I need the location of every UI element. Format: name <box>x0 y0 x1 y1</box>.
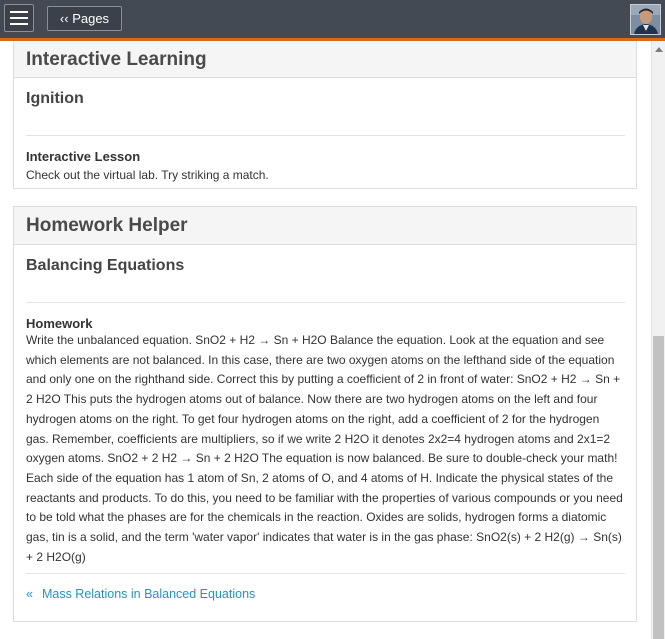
divider <box>26 302 625 303</box>
double-chevron-left-icon: « <box>26 587 33 602</box>
panel-heading: Interactive Learning <box>14 41 636 78</box>
menu-bar-line <box>10 23 28 25</box>
avatar-photo-icon <box>631 5 660 34</box>
panel-heading: Homework Helper <box>14 207 636 245</box>
item-title: Interactive Lesson <box>26 149 141 164</box>
menu-bar-line <box>10 17 28 19</box>
user-avatar[interactable] <box>630 4 661 35</box>
item-title: Homework <box>26 316 93 331</box>
previous-page-link[interactable] <box>26 587 625 601</box>
interactive-learning-panel <box>13 41 637 189</box>
panel-subtitle: Balancing Equations <box>26 257 185 274</box>
item-text: Write the unbalanced equation. SnO2 + H2 → Sn + H2O Balance the equation. Look at the equation and see which elements are not balanced. In this case, there are two oxygen atoms on the lefthand side of the equation and only one on the righthand side. Correct this by putting a coefficient of 2 in front of water: SnO2 + H2 → Sn + 2 H2O This puts the hydrogen atoms out of balance. Now there are two hydrogen atoms on the left and four hydrogen atoms on the right. To get four hydrogen atoms on the right, add a coefficient of 2 for the hydrogen gas. Remember, coefficients are multipliers, so if we write 2 H2O it denotes 2x2=4 hydrogen atoms and 2x1=2 oxygen atoms. SnO2 + 2 H2 → Sn + 2 H2O The equation is now balanced. Be sure to double-check your math! Each side of the equation has 1 atom of Sn, 2 atoms of O, and 4 atoms of H. Indicate the physical states of the reactants and products. To do this, you need to be familiar with the properties of various compounds or you need to be told what the phases are for the chemicals in the reaction. Oxides are solids, hydrogen forms a diatomic gas, tin is a solid, and the term 'water vapor' indicates that water is in the gas phase: SnO2(s) + 2 H2(g) → Sn(s) + 2 H2O(g) <box>26 333 623 564</box>
previous-page-link-label[interactable]: Mass Relations in Balanced Equations <box>41 587 256 602</box>
panel-body <box>14 78 636 186</box>
divider <box>26 135 625 136</box>
panel-body <box>14 245 636 601</box>
pages-button[interactable]: ‹‹ Pages <box>47 6 122 31</box>
top-navigation-bar <box>0 0 665 41</box>
scrollbar-thumb[interactable] <box>653 336 664 639</box>
hamburger-menu-icon[interactable] <box>4 4 34 32</box>
menu-bar-line <box>10 11 28 13</box>
homework-helper-panel <box>13 206 637 622</box>
scroll-up-arrow-icon[interactable] <box>655 47 663 52</box>
item-text: Check out the virtual lab. Try striking a match. <box>26 168 269 182</box>
panel-subtitle: Ignition <box>26 90 84 107</box>
divider <box>26 573 625 574</box>
vertical-scrollbar[interactable] <box>651 41 665 639</box>
